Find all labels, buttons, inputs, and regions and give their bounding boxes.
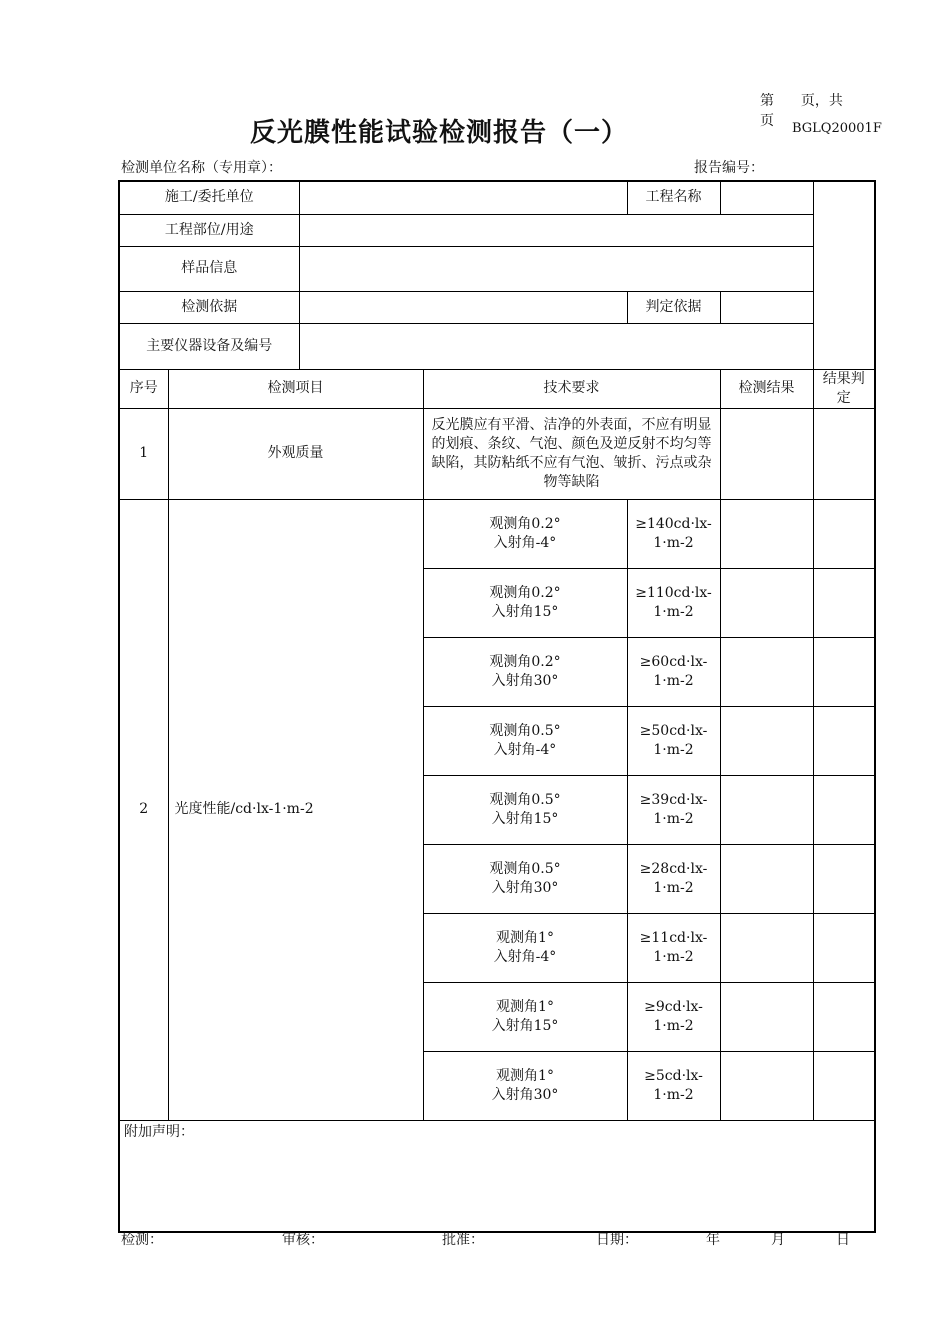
page-ye: 页，共 <box>800 93 843 109</box>
angle-cell: 观测角1° 入射角15° <box>423 982 627 1051</box>
col-no-header: 序号 <box>119 369 168 408</box>
angle-cell: 观测角0.5° 入射角30° <box>423 844 627 913</box>
report-table <box>118 180 876 1233</box>
verdict-cell[interactable] <box>813 844 875 913</box>
test-basis-label: 检测依据 <box>119 291 299 323</box>
footer-approver: 批准： <box>442 1232 484 1248</box>
sample-info-value[interactable] <box>299 246 813 291</box>
footer-tester: 检测： <box>121 1232 163 1248</box>
test-basis-value[interactable] <box>299 291 627 323</box>
verdict-cell[interactable] <box>813 637 875 706</box>
col-requirement-header: 技术要求 <box>423 369 720 408</box>
col-item-header: 检测项目 <box>168 369 423 408</box>
project-name-label: 工程名称 <box>627 181 720 214</box>
requirement-value: ≥110cd·lx-1·m-2 <box>627 568 720 637</box>
info-row <box>119 214 875 246</box>
angle-cell: 观测角0.2° 入射角-4° <box>423 499 627 568</box>
footer-reviewer: 审核： <box>282 1232 324 1248</box>
column-header-row <box>119 369 875 408</box>
angle-cell: 观测角0.2° 入射角30° <box>423 637 627 706</box>
item-requirement: 反光膜应有平滑、洁净的外表面，不应有明显的划痕、条纹、气泡、颜色及逆反射不均匀等缺陷，其防粘纸不应有气泡、皱折、污点或杂物等缺陷 <box>423 408 720 499</box>
report-number-label: 报告编号： <box>694 160 764 176</box>
footer-date: 日期： <box>596 1232 638 1248</box>
result-cell[interactable] <box>720 706 813 775</box>
requirement-value: ≥28cd·lx-1·m-2 <box>627 844 720 913</box>
client-value[interactable] <box>299 181 627 214</box>
col-verdict-header: 结果判定 <box>813 369 875 408</box>
page-title: 反光膜性能试验检测报告（一） <box>250 118 629 148</box>
project-name-value[interactable] <box>720 181 813 214</box>
sample-info-label: 样品信息 <box>119 246 299 291</box>
requirement-value: ≥39cd·lx-1·m-2 <box>627 775 720 844</box>
requirement-value: ≥60cd·lx-1·m-2 <box>627 637 720 706</box>
verdict-cell[interactable] <box>813 913 875 982</box>
angle-cell: 观测角0.5° 入射角-4° <box>423 706 627 775</box>
requirement-value: ≥5cd·lx-1·m-2 <box>627 1051 720 1120</box>
angle-cell: 观测角0.5° 入射角15° <box>423 775 627 844</box>
item-verdict[interactable] <box>813 408 875 499</box>
verdict-cell[interactable] <box>813 568 875 637</box>
table-row <box>119 408 875 499</box>
page-total: 页 <box>760 113 774 129</box>
angle-cell: 观测角1° 入射角-4° <box>423 913 627 982</box>
project-part-label: 工程部位/用途 <box>119 214 299 246</box>
result-cell[interactable] <box>720 844 813 913</box>
item-name: 光度性能/cd·lx-1·m-2 <box>168 499 423 1120</box>
judge-basis-value[interactable] <box>720 291 813 323</box>
page-di: 第 <box>760 93 774 109</box>
verdict-cell[interactable] <box>813 775 875 844</box>
item-no: 2 <box>119 499 168 1120</box>
verdict-cell[interactable] <box>813 982 875 1051</box>
info-row <box>119 181 875 214</box>
result-cell[interactable] <box>720 775 813 844</box>
result-cell[interactable] <box>720 637 813 706</box>
verdict-cell[interactable] <box>813 499 875 568</box>
verdict-cell[interactable] <box>813 706 875 775</box>
result-cell[interactable] <box>720 913 813 982</box>
item-no: 1 <box>119 408 168 499</box>
requirement-value: ≥9cd·lx-1·m-2 <box>627 982 720 1051</box>
angle-cell: 观测角1° 入射角30° <box>423 1051 627 1120</box>
judge-basis-label: 判定依据 <box>627 291 720 323</box>
project-part-value[interactable] <box>299 214 813 246</box>
footer-month: 月 <box>771 1232 785 1248</box>
instruments-label: 主要仪器设备及编号 <box>119 323 299 369</box>
result-cell[interactable] <box>720 499 813 568</box>
result-cell[interactable] <box>720 568 813 637</box>
instruments-value[interactable] <box>299 323 813 369</box>
item-result[interactable] <box>720 408 813 499</box>
angle-cell: 观测角0.2° 入射角15° <box>423 568 627 637</box>
col-result-header: 检测结果 <box>720 369 813 408</box>
info-row <box>119 291 875 323</box>
testing-unit-label: 检测单位名称（专用章）： <box>121 160 282 176</box>
info-row <box>119 323 875 369</box>
note-row <box>119 1120 875 1232</box>
requirement-value: ≥11cd·lx-1·m-2 <box>627 913 720 982</box>
additional-statement[interactable]: 附加声明： <box>119 1120 875 1232</box>
requirement-value: ≥50cd·lx-1·m-2 <box>627 706 720 775</box>
item-name: 外观质量 <box>168 408 423 499</box>
client-label: 施工/委托单位 <box>119 181 299 214</box>
requirement-value: ≥140cd·lx-1·m-2 <box>627 499 720 568</box>
result-cell[interactable] <box>720 982 813 1051</box>
table-row <box>119 499 875 568</box>
info-row <box>119 246 875 291</box>
form-code: BGLQ20001F <box>792 121 882 136</box>
footer-day: 日 <box>836 1232 850 1248</box>
verdict-cell[interactable] <box>813 1051 875 1120</box>
result-cell[interactable] <box>720 1051 813 1120</box>
footer-year: 年 <box>706 1232 720 1248</box>
